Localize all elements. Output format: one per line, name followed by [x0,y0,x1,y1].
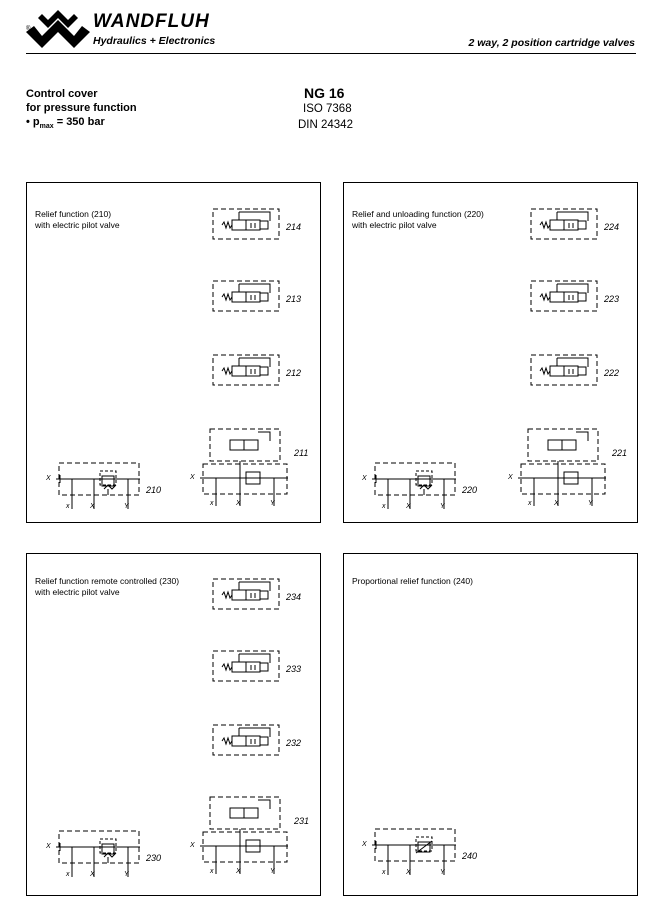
pilot-valve-symbol [212,650,282,682]
pmax-spec: • $p_{max} = 350$ bar [26,116,105,131]
pilot-variant-label: 214 [286,222,302,232]
brand-subtitle: Hydraulics + Electronics [93,35,216,47]
pilot-variant-label: 213 [286,294,302,304]
port-X-side-label: X [190,842,195,849]
port-Y-label: Y [440,503,445,510]
pilot-variant-label: 231 [294,816,310,826]
pilot-valve-symbol [212,724,282,756]
panel-title: Relief function (210) with electric pilot valve [35,209,120,230]
pilot-variant-label: 211 [294,448,309,458]
pilot-valve-symbol [212,354,282,386]
cover-variant-label: 220 [462,485,478,495]
port-x-label: x [210,500,214,507]
port-X-label: X [90,871,95,878]
port-X-label: X [90,503,95,510]
pilot-valve-symbol [212,578,282,610]
port-X-side-label: X [362,475,367,482]
product-title-line2: for pressure function [26,102,137,114]
port-x-label: x [382,503,386,510]
pilot-variant-label: 232 [286,738,302,748]
cover-variant-label: 240 [462,851,478,861]
pilot-variant-label: 223 [604,294,620,304]
pilot-valve-symbol [530,208,600,240]
port-X-side-label: X [46,475,51,482]
port-X-label: X [406,869,411,876]
port-Y-label: Y [124,503,129,510]
port-X-label: X [554,500,559,507]
pilot-variant-label: 222 [604,368,620,378]
port-Y-label: Y [270,500,275,507]
standard-iso: ISO 7368 [303,103,352,115]
pilot-valve-symbol [212,280,282,312]
port-x-label: x [382,869,386,876]
port-Y-label: Y [124,871,129,878]
standard-din: DIN 24342 [298,119,353,131]
panel-title: Relief function remote controlled (230) with electric pilot valve [35,576,180,597]
panel-title: Proportional relief function (240) [352,576,473,586]
port-x-label: x [66,871,70,878]
pilot-valve-symbol [530,280,600,312]
port-X-label: X [236,868,241,875]
cover-variant-label: 230 [146,853,162,863]
panel-title: Relief and unloading function (220) with electric pilot valve [352,209,484,230]
product-line: 2 way, 2 position cartridge valves [468,37,635,49]
pilot-variant-label: 221 [612,448,628,458]
combined-valve-symbol [200,796,292,876]
port-X-side-label: X [190,474,195,481]
registered-mark: ® [26,26,31,32]
port-Y-label: Y [588,500,593,507]
port-x-label: x [66,503,70,510]
port-Y-label: Y [270,868,275,875]
port-x-label: x [210,868,214,875]
pilot-variant-label: 234 [286,592,302,602]
product-title-line1: Control cover [26,88,98,100]
port-X-label: X [406,503,411,510]
wandfluh-logo-icon [26,14,90,50]
port-Y-label: Y [440,869,445,876]
port-x-label: x [528,500,532,507]
pilot-variant-label: 212 [286,368,302,378]
pilot-variant-label: 233 [286,664,302,674]
port-X-side-label: X [508,474,513,481]
port-X-side-label: X [362,841,367,848]
pilot-valve-symbol [212,208,282,240]
combined-valve-symbol [200,428,292,508]
port-X-label: X [236,500,241,507]
cover-variant-label: 210 [146,485,162,495]
brand-name: WANDFLUH [93,11,210,32]
pilot-valve-symbol [530,354,600,386]
port-X-side-label: X [46,843,51,850]
nominal-size: NG 16 [304,85,345,101]
combined-valve-symbol [518,428,610,508]
pilot-variant-label: 224 [604,222,620,232]
header-rule [26,53,636,54]
